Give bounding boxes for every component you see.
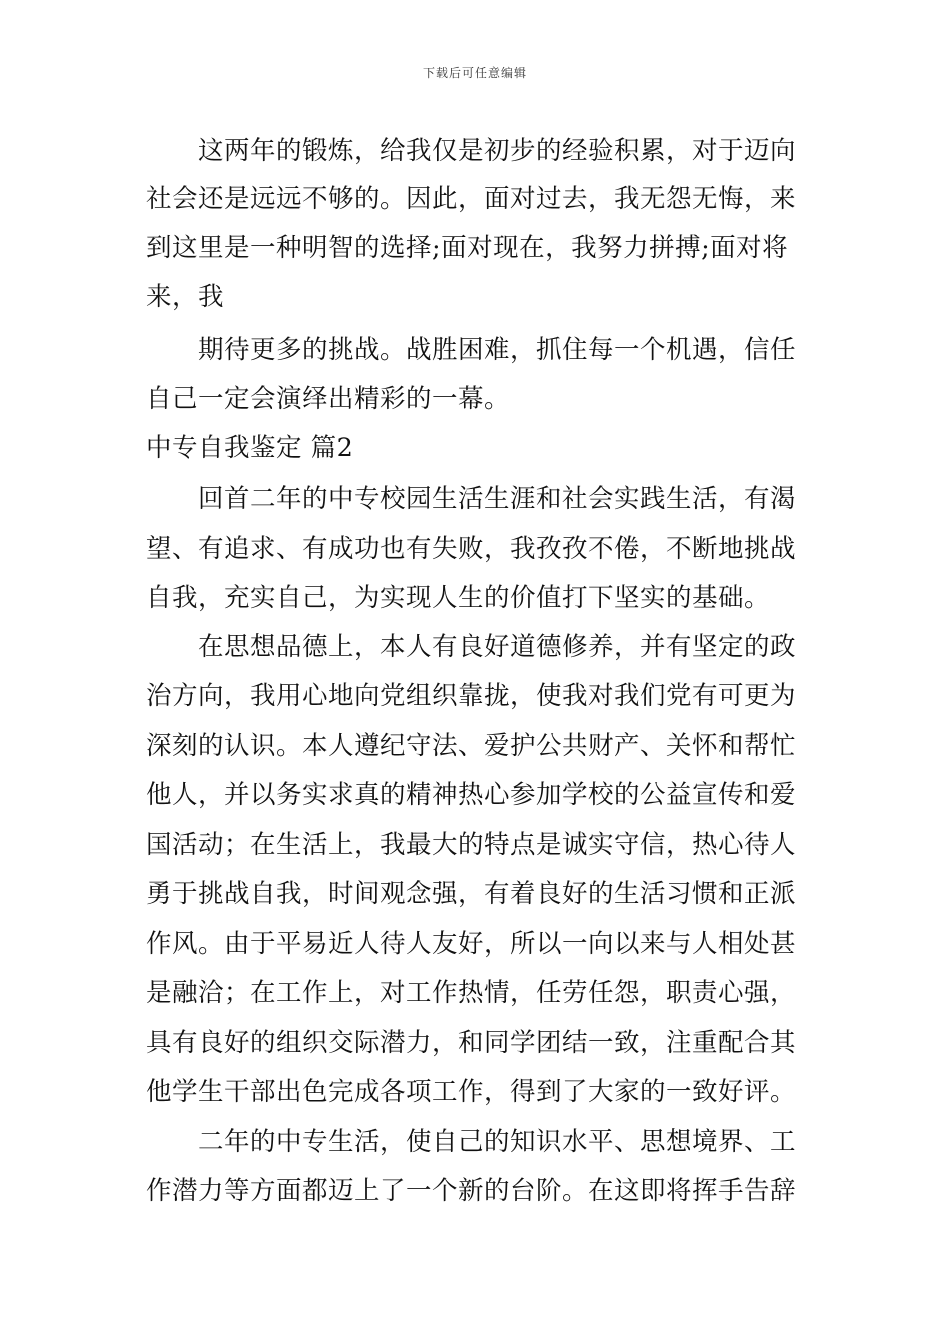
section-heading: 中专自我鉴定 篇2 [146,433,354,463]
text-line: 望、有追求、有成功也有失败，我孜孜不倦，不断地挑战 [146,534,797,564]
text-line: 在思想品德上，本人有良好道德修养，并有坚定的政 [198,632,797,662]
page-header: 下载后可任意编辑 [422,66,527,80]
text-line: 具有良好的组织交际潜力，和同学团结一致，注重配合其 [146,1028,797,1058]
text-line: 这两年的锻炼，给我仅是初步的经验积累，对于迈向 [198,136,797,166]
text-line: 回首二年的中专校园生活生涯和社会实践生活，有渴 [198,484,797,514]
text-line: 是融洽；在工作上，对工作热情，任劳任怨，职责心强， [146,978,797,1008]
text-line: 作潜力等方面都迈上了一个新的台阶。在这即将挥手告辞 [146,1176,797,1206]
text-line: 他学生干部出色完成各项工作，得到了大家的一致好评。 [146,1077,797,1107]
text-line: 到这里是一种明智的选择;面对现在，我努力拼搏;面对将 [146,233,789,263]
text-line: 期待更多的挑战。战胜困难，抓住每一个机遇，信任 [198,335,797,365]
text-line: 国活动；在生活上，我最大的特点是诚实守信，热心待人 [146,830,797,860]
text-line: 自我，充实自己，为实现人生的价值打下坚实的基础。 [146,583,771,613]
text-line: 社会还是远远不够的。因此，面对过去，我无怨无悔，来 [146,184,797,214]
text-line: 他人，并以务实求真的精神热心参加学校的公益宣传和爱 [146,780,797,810]
text-line: 勇于挑战自我，时间观念强，有着良好的生活习惯和正派 [146,879,797,909]
text-line: 治方向，我用心地向党组织靠拢，使我对我们党有可更为 [146,681,797,711]
text-line: 二年的中专生活，使自己的知识水平、思想境界、工 [198,1127,797,1157]
text-line: 自己一定会演绎出精彩的一幕。 [146,384,511,414]
text-line: 来，我 [146,282,225,312]
text-line: 深刻的认识。本人遵纪守法、爱护公共财产、关怀和帮忙 [146,731,797,761]
text-line: 作风。由于平易近人待人友好，所以一向以来与人相处甚 [146,929,797,959]
